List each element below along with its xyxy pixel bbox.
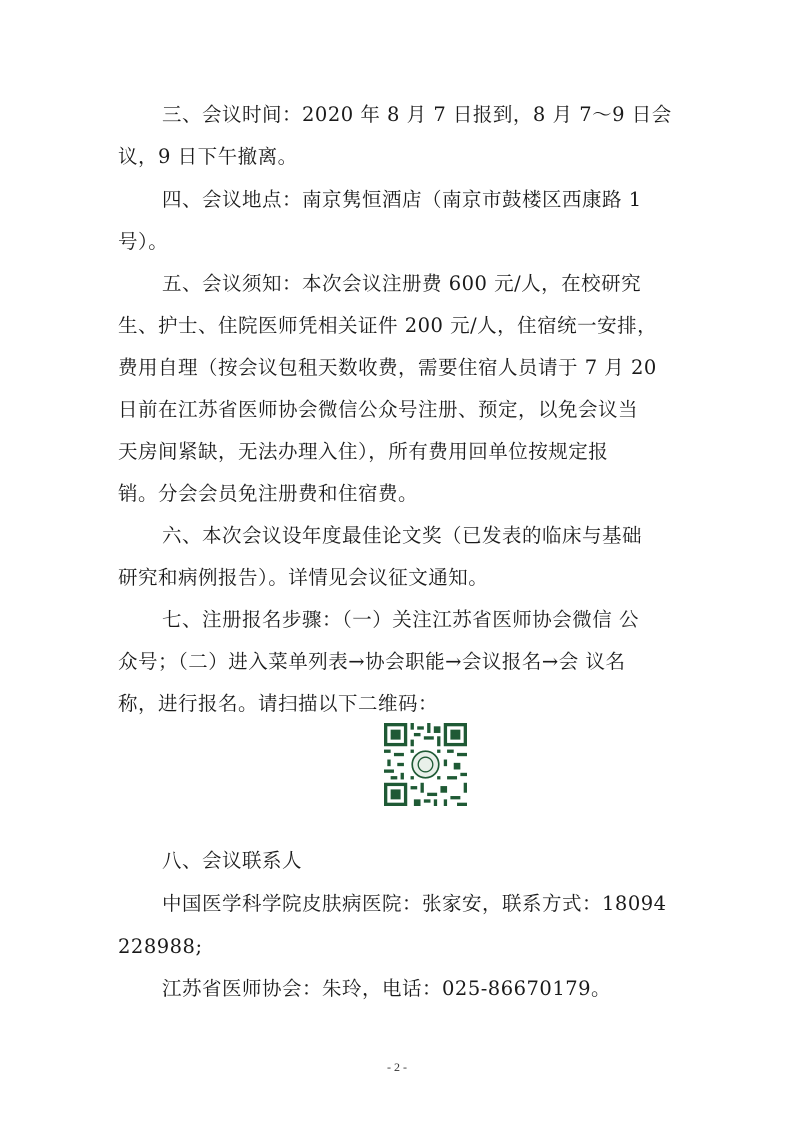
text-line: 三、会议时间：2020 年 8 月 7 日报到，8 月 7～9 日会 (162, 103, 672, 126)
text-line: 五、会议须知：本次会议注册费 600 元/人，在校研究 (162, 272, 642, 295)
text-line: 日前在江苏省医师协会微信公众号注册、预定，以免会议当 (118, 398, 639, 421)
text-line: 七、注册报名步骤：（一）关注江苏省医师协会微信 公 (162, 608, 639, 631)
text-line: 众号；（二）进入菜单列表→协会职能→会议报名→会 议名 (118, 650, 626, 673)
text-line: 八、会议联系人 (162, 849, 303, 872)
text-line: 四、会议地点：南京隽恒酒店（南京市鼓楼区西康路 1 (162, 188, 642, 211)
text-line: 六、本次会议设年度最佳论文奖（已发表的临床与基础 (162, 524, 643, 547)
text-line: 研究和病例报告）。详情见会议征文通知。 (118, 566, 489, 589)
text-line: 生、护士、住院医师凭相关证件 200 元/人，住宿统一安排， (118, 314, 658, 337)
text-line: 销。分会会员免注册费和住宿费。 (118, 482, 419, 505)
text-line: 号）。 (118, 230, 169, 253)
text-line: 费用自理（按会议包租天数收费，需要住宿人员请于 7 月 20 (118, 356, 657, 379)
text-line: 228988; (118, 935, 203, 958)
text-line: 江苏省医师协会：朱玲，电话：025-86670179。 (162, 977, 612, 1000)
text-line: 天房间紧缺，无法办理入住），所有费用回单位按规定报 (118, 440, 609, 463)
text-line: 中国医学科学院皮肤病医院：张家安，联系方式：18094 (162, 892, 667, 915)
qr-code-image (384, 723, 467, 806)
text-line: 称，进行报名。请扫描以下二维码： (118, 692, 439, 715)
page-number: - 2 - (387, 1060, 407, 1074)
text-line: 议，9 日下午撤离。 (118, 145, 298, 168)
